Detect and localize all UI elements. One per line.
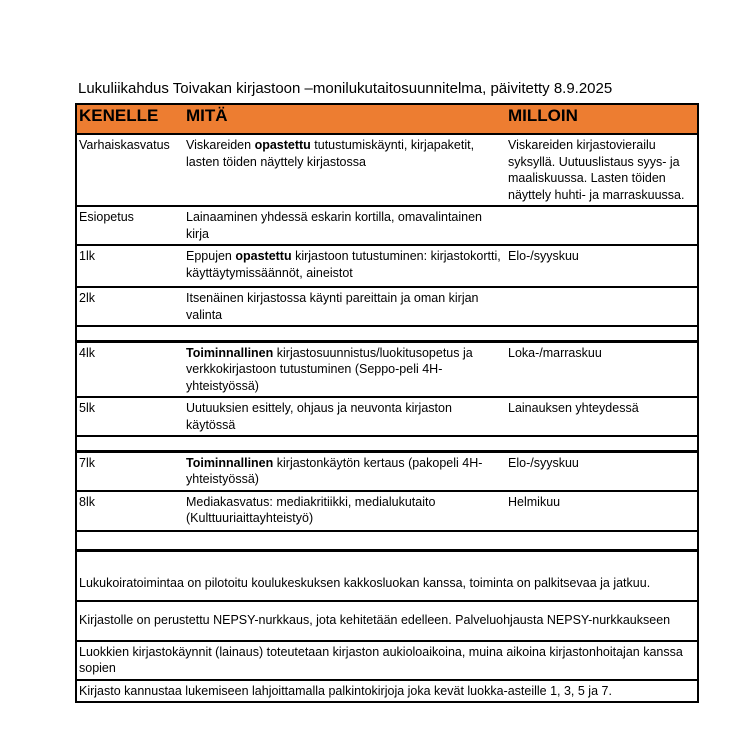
table-row-5lk	[76, 397, 698, 436]
cell-milloin	[506, 287, 698, 326]
table-row-8lk	[76, 491, 698, 531]
cell-mita	[184, 491, 506, 531]
cell-kenelle: Esiopetus	[79, 210, 134, 224]
table-row-7lk	[76, 451, 698, 491]
cell-milloin: Viskareiden kirjastovierailu syksyllä. Uutuuslistaus syys- ja maaliskuussa. Lasten töiden näyttely huhti- ja marraskuussa.	[508, 138, 685, 202]
empty-cell	[76, 531, 698, 551]
cell-kenelle: 4lk	[79, 345, 95, 360]
header-kenelle: KENELLE	[76, 104, 184, 134]
cell-milloin	[506, 206, 698, 245]
table-row-4lk	[76, 341, 698, 397]
cell-mita	[184, 451, 506, 491]
note-row-kirjastokaynnit	[76, 641, 698, 680]
note-text: Kirjasto kannustaa lukemiseen lahjoittamalla palkintokirjoja joka kevät luokka-asteille 1, 3, 5 ja 7.	[79, 683, 612, 698]
cell-mita	[184, 397, 506, 436]
mita-text-post: tutustumiskäynti, kirjapaketit, lasten töiden näyttely kirjastossa	[186, 138, 475, 169]
page-title: Lukuliikahdus Toivakan kirjastoon –monilukutaitosuunnitelma, päivitetty 8.9.2025	[78, 80, 613, 97]
note-text: Luokkien kirjastokäynnit (lainaus) toteutetaan kirjaston aukioloaikoina, muina aikoina kirjastonhoitajan kanssa sopien	[79, 644, 683, 675]
cell-kenelle: 2lk	[79, 291, 95, 305]
note-row-lukukoira	[76, 551, 698, 601]
table-row-1lk	[76, 245, 698, 287]
cell-mita	[184, 341, 506, 397]
cell-kenelle: 8lk	[79, 494, 95, 509]
cell-kenelle: 1lk	[79, 249, 95, 263]
note-row-palkintokirjat	[76, 680, 698, 703]
note-text: Kirjastolle on perustettu NEPSY-nurkkaus, jota kehitetään edelleen. Palveluohjausta NEPSY-nurkkaukseen	[79, 612, 671, 627]
cell-milloin: Loka-/marraskuu	[508, 345, 602, 360]
mita-text-post: kirjastosuunnistus/luokitusopetus ja verkkokirjastoon tutustuminen (Seppo-peli 4H- yhteistyössä)	[186, 345, 473, 393]
cell-milloin: Lainauksen yhteydessä	[508, 401, 639, 415]
empty-cell	[76, 436, 698, 451]
mita-text-bold: Toiminnallinen	[186, 455, 274, 470]
cell-milloin: Elo-/syyskuu	[508, 249, 579, 263]
cell-kenelle: 7lk	[79, 455, 95, 470]
cell-mita	[184, 287, 506, 326]
cell-mita	[184, 206, 506, 245]
mita-text-post: kirjastonkäytön kertaus (pakopeli 4H-yhteistyössä)	[186, 455, 483, 486]
mita-text-pre: Viskareiden	[186, 138, 255, 152]
empty-spacer-row	[76, 326, 698, 341]
note-row-nepsy	[76, 601, 698, 641]
mita-text-pre: Eppujen	[186, 249, 236, 263]
library-plan-table	[75, 103, 699, 703]
mita-text-pre: Itsenäinen kirjastossa käynti pareittain ja oman kirjan valinta	[186, 291, 479, 322]
mita-text-bold: Toiminnallinen	[186, 345, 274, 360]
empty-cell	[76, 326, 698, 341]
header-milloin: MILLOIN	[506, 104, 698, 134]
mita-text-pre: Mediakasvatus: mediakritiikki, medialukutaito (Kulttuuriaittayhteistyö)	[186, 494, 436, 525]
cell-kenelle: Varhaiskasvatus	[79, 138, 170, 152]
mita-text-bold: opastettu	[254, 138, 311, 152]
cell-milloin: Elo-/syyskuu	[508, 455, 579, 470]
empty-spacer-row	[76, 436, 698, 451]
cell-mita	[184, 245, 506, 287]
mita-text-pre: Lainaaminen yhdessä eskarin kortilla, omavalintainen kirja	[186, 210, 483, 241]
note-text: Lukukoiratoimintaa on pilotoitu koulukeskuksen kakkosluokan kanssa, toiminta on palkitsevaa ja jatkuu.	[79, 576, 651, 590]
header-mita: MITÄ	[184, 104, 506, 134]
cell-kenelle: 5lk	[79, 401, 95, 415]
cell-mita	[184, 134, 506, 206]
mita-text-post: kirjastoon tutustuminen: kirjastokortti, käyttäytymissäännöt, aineistot	[186, 249, 501, 280]
mita-text-pre: Uutuuksien esittely, ohjaus ja neuvonta kirjaston käytössä	[186, 401, 452, 432]
table-row-esiopetus	[76, 206, 698, 245]
table-row-varhaiskasvatus	[76, 134, 698, 206]
empty-spacer-row	[76, 531, 698, 551]
mita-text-bold: opastettu	[235, 249, 292, 263]
table-row-2lk	[76, 287, 698, 326]
cell-milloin: Helmikuu	[508, 494, 561, 509]
table-header-row	[76, 104, 698, 134]
